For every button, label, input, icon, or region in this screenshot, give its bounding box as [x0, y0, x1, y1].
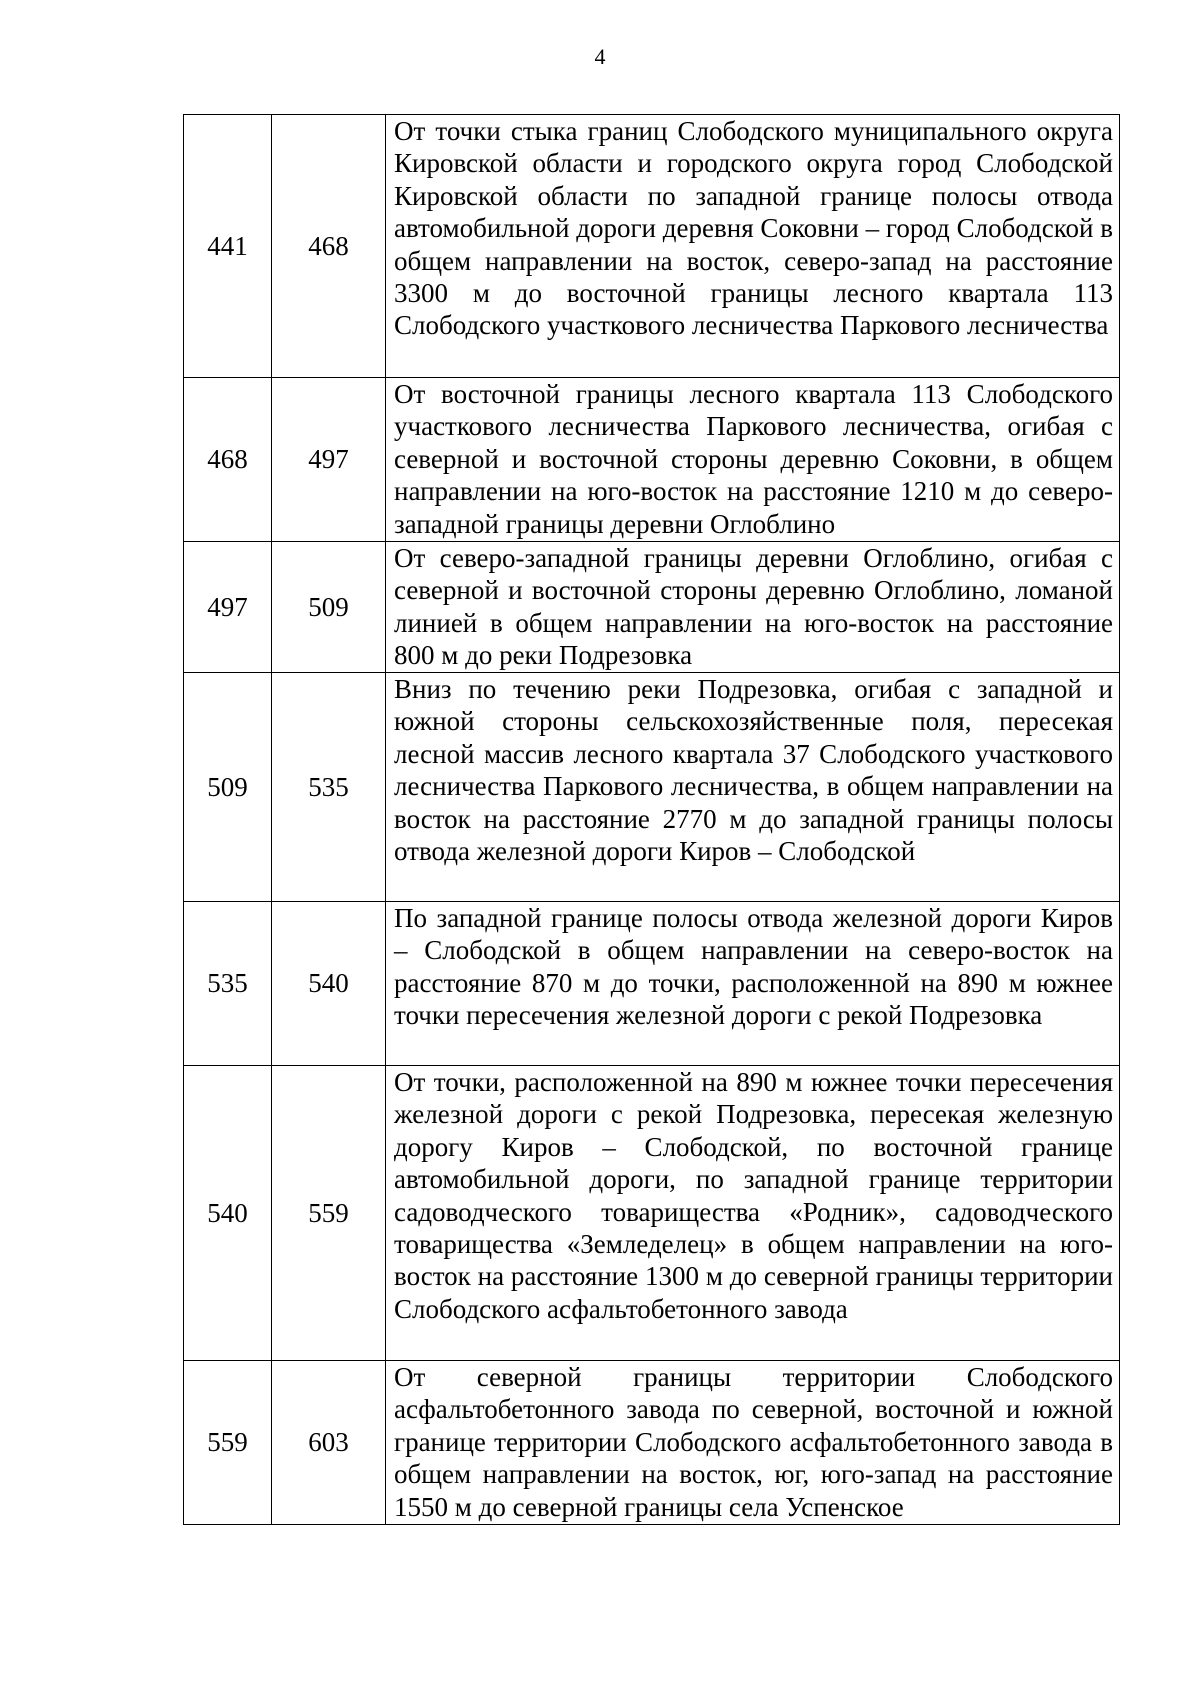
boundary-description-cell: [386, 115, 1120, 378]
boundary-description: От точки, расположенной на 890 м южнее точки пересечения железной дороги с рекой Подрезовка, пересекая железную дорогу Киров – Слободской, по восточной границе автомобильной дороги, по западной границе территории садоводческого товарищества «Родник», садоводческого товарищества «Земледелец» в общем направлении на юго-восток на расстояние 1300 м до северной границы территории Слободского асфальтобетонного завода: [394, 1067, 1113, 1324]
boundary-description-cell: [386, 1066, 1120, 1361]
page-number: 4: [594, 44, 606, 69]
point-from-cell: 441: [184, 115, 272, 378]
table-row: [184, 902, 1120, 1066]
table-row: [184, 378, 1120, 542]
boundary-description: От северо-западной границы деревни Оглоблино, огибая с северной и восточной стороны деревню Оглоблино, ломаной линией в общем направлении на юго-восток на расстояние 800 м до реки Подрезовка: [394, 543, 1113, 671]
table-row: [184, 1361, 1120, 1525]
point-from-cell: 559: [184, 1361, 272, 1525]
table-row: [184, 115, 1120, 378]
boundary-table: [183, 114, 1120, 1525]
point-from-cell: 535: [184, 902, 272, 1066]
point-to-cell: 497: [272, 378, 386, 542]
point-to-cell: 540: [272, 902, 386, 1066]
boundary-description: Вниз по течению реки Подрезовка, огибая с западной и южной стороны сельскохозяйственные поля, пересекая лесной массив лесного квартала 37 Слободского участкового лесничества Паркового лесничества, в общем направлении на восток на расстояние 2770 м до западной границы полосы отвода железной дороги Киров – Слободской: [394, 674, 1113, 867]
boundary-description-cell: [386, 378, 1120, 542]
point-to-cell: 559: [272, 1066, 386, 1361]
boundary-description-cell: [386, 542, 1120, 673]
point-to-cell: 603: [272, 1361, 386, 1525]
point-from-cell: 509: [184, 673, 272, 902]
point-from-cell: 497: [184, 542, 272, 673]
point-to-cell: 509: [272, 542, 386, 673]
boundary-description: От северной границы территории Слободского асфальтобетонного завода по северной, восточной и южной границе территории Слободского асфальтобетонного завода в общем направлении на восток, юг, юго-запад на расстояние 1550 м до северной границы села Успенское: [394, 1362, 1113, 1522]
boundary-description-cell: [386, 673, 1120, 902]
point-to-cell: 468: [272, 115, 386, 378]
boundary-description: От точки стыка границ Слободского муниципального округа Кировской области и городского округа город Слободской Кировской области по западной границе полосы отвода автомобильной дороги деревня Соковни – город Слободской в общем направлении на восток, северо-запад на расстояние 3300 м до восточной границы лесного квартала 113 Слободского участкового лесничества Паркового лесничества: [394, 116, 1113, 341]
boundary-description: От восточной границы лесного квартала 113 Слободского участкового лесничества Паркового лесничества, огибая с северной и восточной стороны деревню Соковни, в общем направлении на юго-восток на расстояние 1210 м до северо-западной границы деревни Оглоблино: [394, 379, 1113, 539]
point-from-cell: 468: [184, 378, 272, 542]
boundary-description: По западной границе полосы отвода железной дороги Киров – Слободской в общем направлении на северо-восток на расстояние 870 м до точки, расположенной на 890 м южнее точки пересечения железной дороги с рекой Подрезовка: [394, 903, 1113, 1031]
point-to-cell: 535: [272, 673, 386, 902]
table-row: [184, 1066, 1120, 1361]
boundary-description-cell: [386, 1361, 1120, 1525]
table-row: [184, 673, 1120, 902]
point-from-cell: 540: [184, 1066, 272, 1361]
boundary-description-cell: [386, 902, 1120, 1066]
table-row: [184, 542, 1120, 673]
